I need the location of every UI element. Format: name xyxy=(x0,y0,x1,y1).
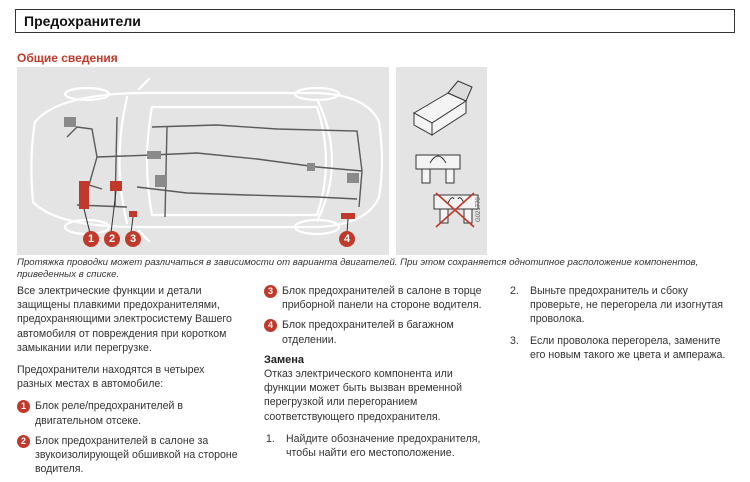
number-badge: 2 xyxy=(17,435,30,448)
fuse-box-engine xyxy=(79,181,89,209)
step-number: 3. xyxy=(510,334,519,347)
column-2 xyxy=(264,284,492,467)
fuse-box-cabin xyxy=(110,181,122,191)
replace-heading: Замена xyxy=(264,353,305,366)
fuse-drawings xyxy=(396,67,487,255)
callout-2: 2 xyxy=(104,231,120,247)
list-item xyxy=(264,284,492,312)
page-title: Предохранители xyxy=(24,13,141,29)
car-outline-drawing xyxy=(17,67,389,255)
step-number: 1. xyxy=(266,432,275,445)
column-3 xyxy=(508,284,736,369)
number-badge: 1 xyxy=(17,400,30,413)
fuse-box-dashboard xyxy=(129,211,137,217)
locations-intro: Предохранители находятся в четырех разных местах в автомобиле: xyxy=(17,364,205,391)
list-item xyxy=(264,318,492,346)
figure-caption: Протяжка проводки может различаться в зависимости от варианта двигателей. При этом сохраняется однотипное расположение компонентов, приведенных в списке. xyxy=(17,257,699,280)
number-badge: 3 xyxy=(264,285,277,298)
column-1 xyxy=(17,284,239,482)
list-item-text: Блок предохранителей в багажном отделении. xyxy=(282,319,454,346)
list-item-text: Блок предохранителей в салоне в торце приборной панели на стороне водителя. xyxy=(282,285,482,312)
page-header xyxy=(15,9,735,33)
fuse-detail-illustration xyxy=(396,67,487,255)
list-item-text: Блок предохранителей в салоне за звукоизолирующей обшивкой на стороне водителя. xyxy=(35,434,238,476)
list-item-text: Блок реле/предохранителей в двигательном отсеке. xyxy=(35,400,183,427)
callout-1: 1 xyxy=(83,231,99,247)
step-text: Если проволока перегорела, замените его новым такого же цвета и ампеража. xyxy=(530,334,726,361)
list-item xyxy=(17,434,239,477)
intro-paragraph: Все электрические функции и детали защищены плавкими предохранителями, предохраняющими электросистему Вашего автомобиля от повреждения при коротком замыкании или перегрузке. xyxy=(17,285,232,354)
list-item xyxy=(17,399,239,427)
step-item xyxy=(264,432,492,460)
fuse-box-trunk xyxy=(341,213,355,219)
section-title: Общие сведения xyxy=(17,51,118,65)
callout-4: 4 xyxy=(339,231,355,247)
step-number: 2. xyxy=(510,285,519,297)
callout-3: 3 xyxy=(125,231,141,247)
image-code: G021779 xyxy=(476,197,482,222)
step-text: Выньте предохранитель и сбоку проверьте, не перегорела ли изогнутая проволока. xyxy=(530,285,724,326)
step-item xyxy=(508,284,736,327)
step-text: Найдите обозначение предохранителя, чтобы найти его местоположение. xyxy=(286,432,481,460)
replace-paragraph: Отказ электрического компонента или функции может быть вызван временной перегрузкой или перегоранием соответствующего предохранителя. xyxy=(264,368,463,423)
number-badge: 4 xyxy=(264,319,277,332)
step-item xyxy=(508,334,736,362)
car-wiring-diagram xyxy=(17,67,389,255)
